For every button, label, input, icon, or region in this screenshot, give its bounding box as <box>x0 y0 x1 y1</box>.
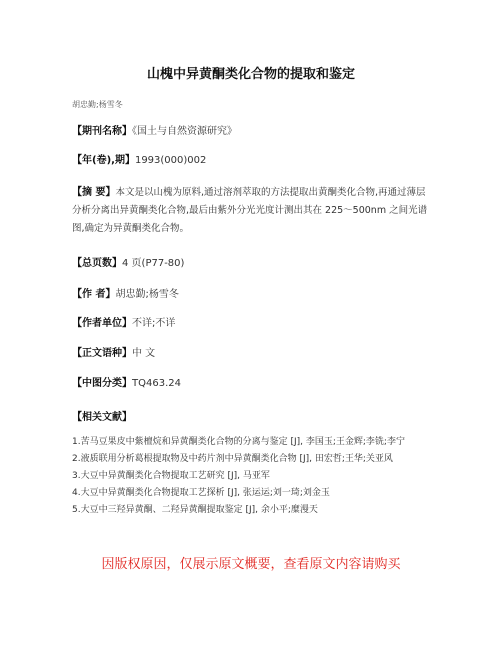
classification-label: 【中图分类】 <box>72 378 132 389</box>
classification-field <box>72 376 181 392</box>
abstract-label: 【摘 要】 <box>72 187 116 198</box>
year-label: 【年(卷),期】 <box>72 155 135 166</box>
reference-item[interactable]: 2.液质联用分析葛根提取物及中药片剂中异黄酮类化合物 [J], 田宏哲;王华;关亚风 <box>72 454 393 464</box>
author-label: 【作 者】 <box>72 289 116 300</box>
references-list <box>72 435 434 520</box>
journal-field <box>72 124 237 140</box>
pages-label: 【总页数】 <box>72 258 122 269</box>
affiliation-value: 不详;不详 <box>132 318 176 329</box>
language-label: 【正文语种】 <box>72 348 132 359</box>
language-value: 中 文 <box>132 348 156 359</box>
abstract-field <box>72 184 434 238</box>
journal-value: 《国土与自然资源研究》 <box>132 126 237 137</box>
pages-field <box>72 256 184 272</box>
classification-value: TQ463.24 <box>132 378 181 389</box>
year-field <box>72 153 206 169</box>
journal-label: 【期刊名称】 <box>72 126 132 137</box>
references-heading: 【相关文献】 <box>72 412 132 423</box>
abstract-value: 本文是以山槐为原料,通过溶剂萃取的方法提取出黄酮类化合物,再通过薄层分析分离出异黄酮类化合物,最后由紫外分光光度计测出其在 225～500nm 之间光谱图,确定为异黄酮类化合物。 <box>72 187 428 234</box>
author-line: 胡忠勤;杨雪冬 <box>72 100 123 109</box>
affiliation-label: 【作者单位】 <box>72 318 132 329</box>
pages-value: 4 页(P77-80) <box>122 258 185 269</box>
reference-item[interactable]: 5.大豆中三羟异黄酮、二羟异黄酮提取鉴定 [J], 余小平;糜漫天 <box>72 505 318 515</box>
author-field <box>72 287 179 303</box>
language-field <box>72 346 155 362</box>
reference-item[interactable]: 1.苦马豆果皮中紫檀烷和异黄酮类化合物的分离与鉴定 [J], 李国玉;王金辉;李铣;李宁 <box>72 437 405 447</box>
reference-item[interactable]: 4.大豆中异黄酮类化合物提取工艺探析 [J], 张运运;刘一琦;刘金玉 <box>72 488 330 498</box>
affiliation-field <box>72 316 175 332</box>
copyright-notice: 因版权原因，仅展示原文概要，查看原文内容请购买 <box>101 557 401 572</box>
year-value: 1993(000)002 <box>134 155 207 166</box>
reference-item[interactable]: 3.大豆中异黄酮类化合物提取工艺研究 [J], 马亚军 <box>72 471 270 481</box>
author-value: 胡忠勤;杨雪冬 <box>115 289 179 300</box>
document-title: 山槐中异黄酮类化合物的提取和鉴定 <box>146 67 355 82</box>
